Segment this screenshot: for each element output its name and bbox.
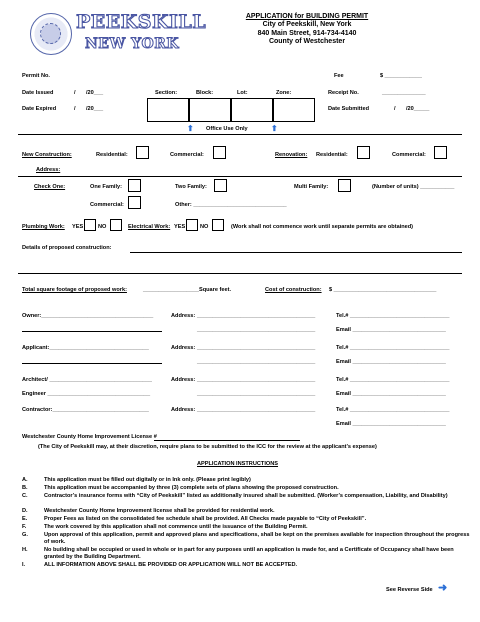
number-of-units-field[interactable]: (Number of units) ___________ bbox=[372, 184, 455, 190]
receipt-no-label: Receipt No. bbox=[328, 90, 359, 96]
contractor-tel-field[interactable]: Tel.# ________________________________ bbox=[336, 407, 450, 413]
contractor-email-field[interactable]: Email ______________________________ bbox=[336, 421, 446, 427]
new-commercial-label: Commercial: bbox=[170, 152, 204, 158]
electrical-yes-label: YES bbox=[174, 224, 186, 230]
block-label: Block: bbox=[196, 90, 214, 96]
architect-field[interactable]: Architect/ _________________________________ bbox=[22, 377, 153, 383]
zone-label: Zone: bbox=[276, 90, 292, 96]
date-issued-label: Date Issued bbox=[22, 90, 54, 96]
date-submitted-field[interactable]: /20_____ bbox=[406, 106, 430, 112]
date-issued-field[interactable]: /20___ bbox=[86, 90, 104, 96]
check-one-label: Check One: bbox=[34, 184, 66, 190]
header-county: County of Westchester bbox=[268, 37, 346, 45]
electrical-no-label: NO bbox=[200, 224, 209, 230]
block-box[interactable] bbox=[189, 98, 231, 122]
multi-family-label: Multi Family: bbox=[294, 184, 329, 190]
receipt-no-field[interactable]: ______________ bbox=[382, 90, 426, 96]
new-residential-checkbox[interactable] bbox=[136, 146, 149, 159]
architect-address-field[interactable]: ______________________________________ bbox=[197, 377, 316, 383]
owner-tel-field[interactable]: Tel.# ________________________________ bbox=[336, 313, 450, 319]
instruction-text: This application must be filled out digitally or in Ink only. (Please print legibly) bbox=[44, 477, 251, 483]
date-expired-field[interactable]: /20___ bbox=[86, 106, 104, 112]
applicant-address-label: Address: bbox=[171, 345, 196, 351]
instruction-text: Westchester County Home Improvement license shall be provided for residential work. bbox=[44, 508, 275, 514]
owner-address-field-2[interactable]: ______________________________________ bbox=[197, 327, 316, 333]
section-box[interactable] bbox=[147, 98, 189, 122]
instruction-text: Proper Fees as listed on the consolidated fee schedule shall be provided. All Checks made payable to “City of Peekskill”. bbox=[44, 516, 367, 522]
instruction-letter: A. bbox=[22, 477, 28, 483]
zone-box[interactable] bbox=[273, 98, 315, 122]
applicant-email-field[interactable]: Email ______________________________ bbox=[336, 359, 446, 365]
instruction-text: No building shall be occupied or used in whole or in part for any purposes until an application is made for, and a Certificate of Occupancy shall have been granted by the Building Department. bbox=[44, 547, 454, 560]
instruction-letter: F. bbox=[22, 524, 27, 530]
icc-note: (The City of Peekskill may, at their discretion, require plans to be submitted to the ICC for the review at the applicant’s expense) bbox=[38, 444, 377, 450]
plumbing-yes-checkbox[interactable] bbox=[84, 219, 96, 231]
up-arrow-icon: ⬆ bbox=[271, 124, 278, 133]
electrical-yes-checkbox[interactable] bbox=[186, 219, 198, 231]
lot-label: Lot: bbox=[237, 90, 248, 96]
owner-address-field[interactable]: ______________________________________ bbox=[197, 313, 316, 319]
details-label: Details of proposed construction: bbox=[22, 245, 112, 251]
date-expired-slash: / bbox=[74, 106, 76, 112]
header-address: 840 Main Street, 914-734-4140 bbox=[257, 29, 357, 37]
instruction-text: ALL INFORMATION ABOVE SHALL BE PROVIDED OR APPLICATION WILL NOT BE ACCEPTED. bbox=[44, 562, 298, 568]
contractor-address-field[interactable]: ______________________________________ bbox=[197, 407, 316, 413]
instruction-letter: B. bbox=[22, 485, 28, 491]
renovation-residential-label: Residential: bbox=[316, 152, 348, 158]
contractor-field[interactable]: Contractor:_______________________________ bbox=[22, 407, 149, 413]
renovation-commercial-label: Commercial: bbox=[392, 152, 426, 158]
instructions-title: APPLICATION INSTRUCTIONS bbox=[197, 461, 279, 467]
date-expired-label: Date Expired bbox=[22, 106, 57, 112]
other-field[interactable]: Other: ______________________________ bbox=[175, 202, 287, 208]
instruction-letter: G. bbox=[22, 532, 28, 538]
instruction-text: The work covered by this application shall not commence until the issuance of the Building Permit. bbox=[44, 524, 308, 530]
see-reverse-label: See Reverse Side bbox=[386, 587, 433, 593]
section-label: Section: bbox=[155, 90, 178, 96]
lot-box[interactable] bbox=[231, 98, 273, 122]
form-title: APPLICATION for BUILDING PERMIT bbox=[245, 13, 369, 20]
owner-field[interactable]: Owner:____________________________________ bbox=[22, 313, 154, 319]
square-footage-label: Total square footage of proposed work: bbox=[22, 287, 127, 293]
fee-label: Fee bbox=[334, 73, 344, 79]
applicant-address-field-2[interactable]: ______________________________________ bbox=[197, 359, 316, 365]
permit-note: (Work shall not commence work until separate permits are obtained) bbox=[231, 224, 414, 230]
one-family-label: One Family: bbox=[90, 184, 123, 190]
architect-email-field[interactable]: Email ______________________________ bbox=[336, 391, 446, 397]
renovation-commercial-checkbox[interactable] bbox=[434, 146, 447, 159]
electrical-work-label: Electrical Work: bbox=[128, 224, 171, 230]
instruction-text: This application must be accompanied by three (3) complete sets of plans showing the proposed construction. bbox=[44, 485, 339, 491]
two-family-checkbox[interactable] bbox=[214, 179, 227, 192]
architect-address-field-2[interactable]: ______________________________________ bbox=[197, 391, 316, 397]
logo-state: NEW YORK bbox=[85, 36, 180, 52]
two-family-label: Two Family: bbox=[175, 184, 207, 190]
up-arrow-icon: ⬆ bbox=[187, 124, 194, 133]
cost-field[interactable]: $ _________________________________ bbox=[329, 287, 437, 293]
instruction-letter: D. bbox=[22, 508, 28, 514]
plumbing-no-checkbox[interactable] bbox=[110, 219, 122, 231]
instruction-letter: I. bbox=[22, 562, 26, 568]
applicant-address-field[interactable]: ______________________________________ bbox=[197, 345, 316, 351]
office-use-only-label: Office Use Only bbox=[206, 126, 248, 132]
instruction-letter: E. bbox=[22, 516, 28, 522]
date-issued-slash: / bbox=[74, 90, 76, 96]
applicant-field[interactable]: Applicant:________________________________ bbox=[22, 345, 149, 351]
date-submitted-label: Date Submitted bbox=[328, 106, 370, 112]
applicant-tel-field[interactable]: Tel.# ________________________________ bbox=[336, 345, 450, 351]
instruction-letter: H. bbox=[22, 547, 28, 553]
cost-label: Cost of construction: bbox=[265, 287, 322, 293]
logo-city: PEEKSKILL bbox=[76, 11, 207, 33]
square-footage-field[interactable]: __________________Square feet. bbox=[143, 287, 232, 293]
commercial-type-label: Commercial: bbox=[90, 202, 124, 208]
new-construction-label: New Construction: bbox=[22, 152, 72, 158]
address-field[interactable] bbox=[18, 176, 462, 177]
owner-email-field[interactable]: Email ______________________________ bbox=[336, 327, 446, 333]
plumbing-yes-label: YES bbox=[72, 224, 84, 230]
new-commercial-checkbox[interactable] bbox=[213, 146, 226, 159]
renovation-residential-checkbox[interactable] bbox=[357, 146, 370, 159]
header-city: City of Peekskill, New York bbox=[262, 21, 352, 29]
engineer-field[interactable]: Engineer _________________________________ bbox=[22, 391, 151, 397]
electrical-no-checkbox[interactable] bbox=[212, 219, 224, 231]
plumbing-work-label: Plumbing Work: bbox=[22, 224, 65, 230]
owner-address-label: Address: bbox=[171, 313, 196, 319]
renovation-label: Renovation: bbox=[275, 152, 308, 158]
permit-no-label: Permit No. bbox=[22, 73, 50, 79]
architect-tel-field[interactable]: Tel.# ________________________________ bbox=[336, 377, 450, 383]
details-field-line1[interactable] bbox=[130, 252, 462, 253]
one-family-checkbox[interactable] bbox=[128, 179, 141, 192]
license-label: Westchester County Home Improvement License # bbox=[22, 434, 157, 440]
plumbing-no-label: NO bbox=[98, 224, 107, 230]
multi-family-checkbox[interactable] bbox=[338, 179, 351, 192]
commercial-type-checkbox[interactable] bbox=[128, 196, 141, 209]
form-header bbox=[222, 13, 392, 46]
architect-address-label: Address: bbox=[171, 377, 196, 383]
details-field-line2[interactable] bbox=[18, 273, 462, 274]
city-seal-icon bbox=[30, 13, 72, 55]
instruction-text: Contractor’s insurance forms with “City of Peekskill” listed as additionally insured shall be submitted. (Worker’s compensation, Liability, and Disability) bbox=[44, 493, 448, 499]
right-arrow-icon[interactable]: ➜ bbox=[438, 582, 448, 594]
fee-field[interactable]: $ ____________ bbox=[380, 73, 422, 79]
applicant-field-line2[interactable] bbox=[22, 363, 162, 364]
owner-field-line2[interactable] bbox=[22, 331, 162, 332]
license-field[interactable] bbox=[154, 440, 300, 441]
contractor-address-label: Address: bbox=[171, 407, 196, 413]
date-submitted-slash: / bbox=[394, 106, 396, 112]
address-label: Address: bbox=[36, 167, 61, 173]
new-residential-label: Residential: bbox=[96, 152, 128, 158]
instruction-letter: C. bbox=[22, 493, 28, 499]
divider bbox=[18, 134, 462, 135]
instruction-text: Upon approval of this application, permit and approved plans and specifications, shall be kept on the premises available for inspection throughout the progress of work. bbox=[44, 532, 470, 545]
